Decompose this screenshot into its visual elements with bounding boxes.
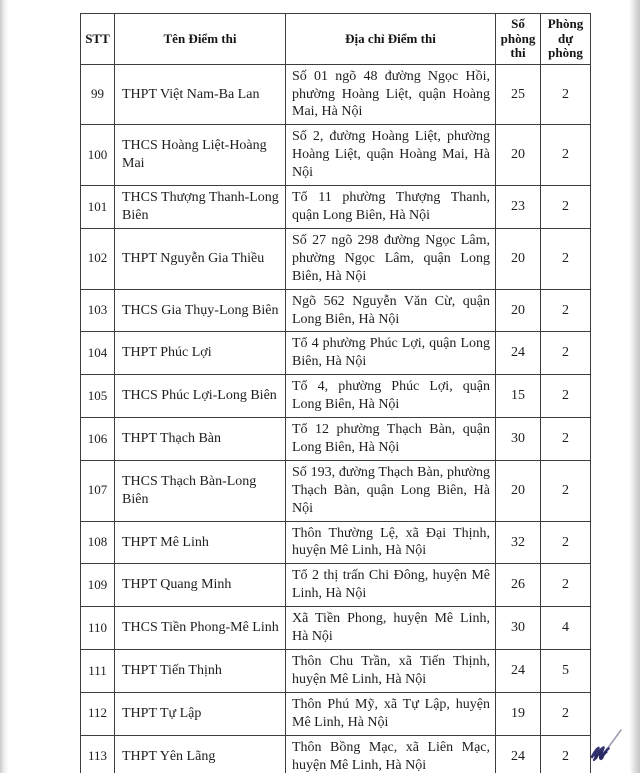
site-name-cell: THCS Thạch Bàn-Long Biên (115, 460, 286, 521)
backup-rooms-cell: 2 (541, 735, 591, 773)
site-address-cell: Tổ 12 phường Thạch Bàn, quận Long Biên, Hà Nội (286, 418, 496, 461)
rooms-count-cell: 20 (496, 125, 541, 186)
backup-rooms-cell: 2 (541, 418, 591, 461)
table-row (81, 332, 591, 375)
backup-rooms-cell: 4 (541, 607, 591, 650)
stt-cell: 111 (81, 650, 115, 693)
scan-edge-right (629, 0, 640, 773)
site-name-cell: THPT Tự Lập (115, 692, 286, 735)
backup-rooms-cell: 2 (541, 521, 591, 564)
backup-rooms-cell: 5 (541, 650, 591, 693)
table-row (81, 607, 591, 650)
stt-cell: 109 (81, 564, 115, 607)
site-name-cell: THCS Thượng Thanh-Long Biên (115, 186, 286, 229)
rooms-count-cell: 25 (496, 64, 541, 125)
stt-cell: 104 (81, 332, 115, 375)
table-row (81, 521, 591, 564)
site-address-cell: Thôn Thường Lệ, xã Đại Thịnh, huyện Mê Linh, Hà Nội (286, 521, 496, 564)
table-row (81, 186, 591, 229)
backup-rooms-cell: 2 (541, 692, 591, 735)
backup-rooms-cell: 2 (541, 289, 591, 332)
site-address-cell: Tổ 11 phường Thượng Thanh, quận Long Biên, Hà Nội (286, 186, 496, 229)
stt-cell: 113 (81, 735, 115, 773)
site-name-cell: THPT Nguyễn Gia Thiều (115, 228, 286, 289)
rooms-count-cell: 32 (496, 521, 541, 564)
table-row (81, 692, 591, 735)
stt-cell: 102 (81, 228, 115, 289)
site-name-cell: THPT Quang Minh (115, 564, 286, 607)
rooms-count-cell: 15 (496, 375, 541, 418)
site-address-cell: Thôn Bồng Mạc, xã Liên Mạc, huyện Mê Linh, Hà Nội (286, 735, 496, 773)
stt-cell: 107 (81, 460, 115, 521)
rooms-count-cell: 19 (496, 692, 541, 735)
table-row (81, 460, 591, 521)
site-name-cell: THPT Tiến Thịnh (115, 650, 286, 693)
table-row (81, 564, 591, 607)
table-row (81, 735, 591, 773)
stt-cell: 106 (81, 418, 115, 461)
site-name-cell: THCS Hoàng Liệt-Hoàng Mai (115, 125, 286, 186)
site-name-cell: THPT Phúc Lợi (115, 332, 286, 375)
backup-rooms-cell: 2 (541, 564, 591, 607)
rooms-count-cell: 20 (496, 289, 541, 332)
site-address-cell: Xã Tiền Phong, huyện Mê Linh, Hà Nội (286, 607, 496, 650)
site-address-cell: Ngõ 562 Nguyễn Văn Cừ, quận Long Biên, Hà Nội (286, 289, 496, 332)
table-row (81, 650, 591, 693)
stt-cell: 99 (81, 64, 115, 125)
header-site-address: Địa chỉ Điểm thi (286, 14, 496, 65)
site-name-cell: THPT Việt Nam-Ba Lan (115, 64, 286, 125)
scan-edge-left (0, 0, 9, 773)
backup-rooms-cell: 2 (541, 460, 591, 521)
rooms-count-cell: 30 (496, 418, 541, 461)
header-rooms-count: Số phòng thi (496, 14, 541, 65)
site-address-cell: Số 193, đường Thạch Bàn, phường Thạch Bàn, quận Long Biên, Hà Nội (286, 460, 496, 521)
site-address-cell: Tổ 4, phường Phúc Lợi, quận Long Biên, Hà Nội (286, 375, 496, 418)
backup-rooms-cell: 2 (541, 228, 591, 289)
site-name-cell: THPT Yên Lãng (115, 735, 286, 773)
header-site-name: Tên Điểm thi (115, 14, 286, 65)
site-address-cell: Tổ 4 phường Phúc Lợi, quận Long Biên, Hà Nội (286, 332, 496, 375)
backup-rooms-cell: 2 (541, 125, 591, 186)
rooms-count-cell: 30 (496, 607, 541, 650)
table-row (81, 375, 591, 418)
table-row (81, 228, 591, 289)
rooms-count-cell: 26 (496, 564, 541, 607)
rooms-count-cell: 24 (496, 650, 541, 693)
stt-cell: 103 (81, 289, 115, 332)
table-row (81, 64, 591, 125)
exam-sites-table (80, 13, 591, 773)
table-header-row (81, 14, 591, 65)
rooms-count-cell: 20 (496, 228, 541, 289)
header-backup-rooms: Phòng dự phòng (541, 14, 591, 65)
stt-cell: 112 (81, 692, 115, 735)
site-name-cell: THCS Gia Thụy-Long Biên (115, 289, 286, 332)
site-name-cell: THCS Phúc Lợi-Long Biên (115, 375, 286, 418)
site-address-cell: Tổ 2 thị trấn Chi Đông, huyện Mê Linh, Hà Nội (286, 564, 496, 607)
site-name-cell: THCS Tiền Phong-Mê Linh (115, 607, 286, 650)
stt-cell: 108 (81, 521, 115, 564)
rooms-count-cell: 20 (496, 460, 541, 521)
rooms-count-cell: 24 (496, 332, 541, 375)
table-row (81, 289, 591, 332)
stt-cell: 101 (81, 186, 115, 229)
stt-cell: 100 (81, 125, 115, 186)
pen-signature-mark (588, 727, 628, 769)
stt-cell: 105 (81, 375, 115, 418)
site-address-cell: Thôn Phú Mỹ, xã Tự Lập, huyện Mê Linh, Hà Nội (286, 692, 496, 735)
header-stt: STT (81, 14, 115, 65)
backup-rooms-cell: 2 (541, 186, 591, 229)
site-address-cell: Thôn Chu Trần, xã Tiến Thịnh, huyện Mê Linh, Hà Nội (286, 650, 496, 693)
site-address-cell: Số 2, đường Hoàng Liệt, phường Hoàng Liệt, quận Hoàng Mai, Hà Nội (286, 125, 496, 186)
site-name-cell: THPT Mê Linh (115, 521, 286, 564)
backup-rooms-cell: 2 (541, 332, 591, 375)
site-address-cell: Số 27 ngõ 298 đường Ngọc Lâm, phường Ngọc Lâm, quận Long Biên, Hà Nội (286, 228, 496, 289)
site-name-cell: THPT Thạch Bàn (115, 418, 286, 461)
backup-rooms-cell: 2 (541, 64, 591, 125)
site-address-cell: Số 01 ngõ 48 đường Ngọc Hồi, phường Hoàng Liệt, quận Hoàng Mai, Hà Nội (286, 64, 496, 125)
rooms-count-cell: 23 (496, 186, 541, 229)
table-row (81, 418, 591, 461)
stt-cell: 110 (81, 607, 115, 650)
backup-rooms-cell: 2 (541, 375, 591, 418)
table-row (81, 125, 591, 186)
rooms-count-cell: 24 (496, 735, 541, 773)
